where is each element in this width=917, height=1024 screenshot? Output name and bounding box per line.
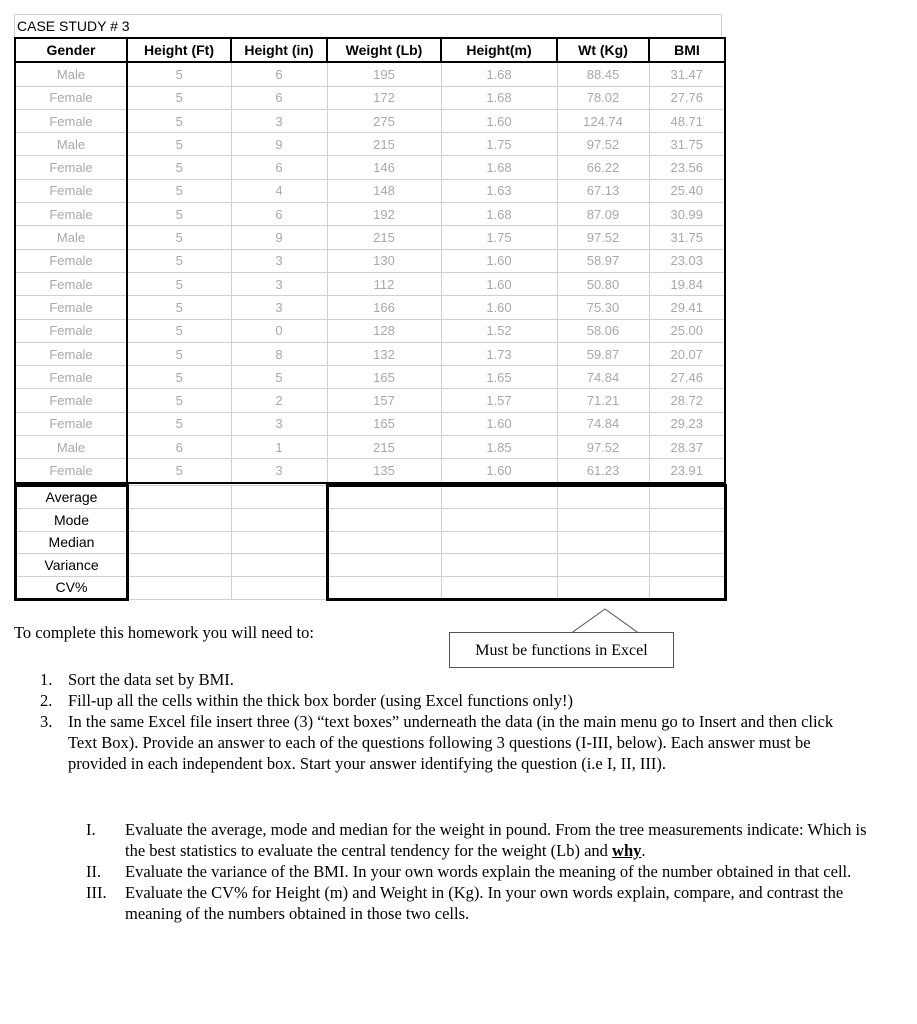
stat-cell-height-ft[interactable] <box>128 576 232 600</box>
header-wt-kg: Wt (Kg) <box>557 38 649 62</box>
cell-wt-kg[interactable]: 61.23 <box>557 459 649 483</box>
cell-height-in[interactable]: 3 <box>231 459 327 483</box>
header-gender: Gender <box>15 38 127 62</box>
question-number: II. <box>86 862 102 881</box>
cell-weight-lb[interactable]: 165 <box>327 366 441 389</box>
instructions-intro: To complete this homework you will need to: <box>14 623 314 642</box>
header-row <box>15 38 725 62</box>
cell-wt-kg[interactable]: 124.74 <box>557 109 649 132</box>
cell-weight-lb[interactable]: 215 <box>327 226 441 249</box>
cell-height-m[interactable]: 1.68 <box>441 62 557 86</box>
cell-height-ft[interactable]: 5 <box>127 459 231 483</box>
table-row <box>15 249 725 272</box>
cell-wt-kg[interactable]: 58.06 <box>557 319 649 342</box>
cell-height-m[interactable]: 1.68 <box>441 203 557 226</box>
cell-height-in[interactable]: 9 <box>231 133 327 156</box>
cell-gender[interactable]: Male <box>15 226 127 249</box>
cell-height-ft[interactable]: 5 <box>127 226 231 249</box>
cell-height-in[interactable]: 8 <box>231 342 327 365</box>
cell-wt-kg[interactable]: 97.52 <box>557 133 649 156</box>
cell-gender[interactable]: Male <box>15 436 127 459</box>
cell-wt-kg[interactable]: 97.52 <box>557 226 649 249</box>
cell-height-ft[interactable]: 5 <box>127 272 231 295</box>
cell-bmi[interactable]: 48.71 <box>649 109 725 132</box>
question-text: Evaluate the variance of the BMI. In your own words explain the meaning of the number obtained in that cell. <box>125 862 852 881</box>
stat-row <box>16 531 726 554</box>
cell-height-ft[interactable]: 5 <box>127 203 231 226</box>
cell-bmi[interactable]: 25.00 <box>649 319 725 342</box>
cell-height-in[interactable]: 6 <box>231 62 327 86</box>
question-number: III. <box>86 883 107 902</box>
cell-height-in[interactable]: 6 <box>231 203 327 226</box>
cell-wt-kg[interactable]: 87.09 <box>557 203 649 226</box>
answer-cell-bmi[interactable] <box>650 509 726 532</box>
cell-height-in[interactable]: 3 <box>231 249 327 272</box>
cell-height-ft[interactable]: 5 <box>127 366 231 389</box>
cell-bmi[interactable]: 29.41 <box>649 296 725 319</box>
cell-height-in[interactable]: 3 <box>231 296 327 319</box>
stat-label: Mode <box>16 509 128 532</box>
table-row <box>15 179 725 202</box>
cell-height-ft[interactable]: 5 <box>127 412 231 435</box>
cell-height-ft[interactable]: 6 <box>127 436 231 459</box>
cell-weight-lb[interactable]: 166 <box>327 296 441 319</box>
cell-gender[interactable]: Female <box>15 179 127 202</box>
stat-cell-height-in[interactable] <box>232 576 328 600</box>
answer-cell-height-m[interactable] <box>442 485 558 509</box>
cell-height-ft[interactable]: 5 <box>127 319 231 342</box>
cell-height-m[interactable]: 1.75 <box>441 226 557 249</box>
stat-cell-height-ft[interactable] <box>128 531 232 554</box>
cell-bmi[interactable]: 20.07 <box>649 342 725 365</box>
cell-gender[interactable]: Female <box>15 86 127 109</box>
cell-gender[interactable]: Female <box>15 389 127 412</box>
cell-height-m[interactable]: 1.60 <box>441 412 557 435</box>
table-row <box>15 62 725 86</box>
stat-row <box>16 554 726 577</box>
question-number: I. <box>86 820 96 839</box>
cell-height-in[interactable]: 4 <box>231 179 327 202</box>
stat-cell-height-in[interactable] <box>232 554 328 577</box>
data-table <box>14 37 726 484</box>
cell-height-m[interactable]: 1.63 <box>441 179 557 202</box>
stat-label: Average <box>16 485 128 509</box>
table-row <box>15 366 725 389</box>
cell-bmi[interactable]: 31.47 <box>649 62 725 86</box>
cell-weight-lb[interactable]: 148 <box>327 179 441 202</box>
answer-cell-bmi[interactable] <box>650 576 726 600</box>
table-row <box>15 203 725 226</box>
cell-height-ft[interactable]: 5 <box>127 62 231 86</box>
table-row <box>15 109 725 132</box>
cell-bmi[interactable]: 23.91 <box>649 459 725 483</box>
cell-wt-kg[interactable]: 97.52 <box>557 436 649 459</box>
cell-gender[interactable]: Female <box>15 366 127 389</box>
header-bmi: BMI <box>649 38 725 62</box>
cell-height-ft[interactable]: 5 <box>127 109 231 132</box>
cell-height-ft[interactable]: 5 <box>127 156 231 179</box>
cell-wt-kg[interactable]: 67.13 <box>557 179 649 202</box>
cell-gender[interactable]: Female <box>15 319 127 342</box>
stat-label: Variance <box>16 554 128 577</box>
step-item <box>40 690 840 711</box>
cell-height-in[interactable]: 3 <box>231 412 327 435</box>
question-item <box>80 882 870 924</box>
cell-height-in[interactable]: 0 <box>231 319 327 342</box>
table-row <box>15 436 725 459</box>
cell-wt-kg[interactable]: 71.21 <box>557 389 649 412</box>
cell-height-m[interactable]: 1.68 <box>441 86 557 109</box>
cell-wt-kg[interactable]: 59.87 <box>557 342 649 365</box>
cell-gender[interactable]: Male <box>15 133 127 156</box>
cell-gender[interactable]: Female <box>15 459 127 483</box>
step-text: In the same Excel file insert three (3) “text boxes” underneath the data (in the main menu go to Insert and then click Text Box). Provide an answer to each of the questions following 3 questions (I-III, below). Each answer must be provided in each independent box. Start your answer identifying the question (i.e I, II, III). <box>68 712 834 773</box>
answer-cell-bmi[interactable] <box>650 531 726 554</box>
step-number: 2. <box>40 691 53 710</box>
steps-list <box>40 669 840 774</box>
table-row <box>15 86 725 109</box>
cell-gender[interactable]: Female <box>15 272 127 295</box>
cell-bmi[interactable]: 27.46 <box>649 366 725 389</box>
cell-height-m[interactable]: 1.65 <box>441 366 557 389</box>
cell-weight-lb[interactable]: 157 <box>327 389 441 412</box>
cell-wt-kg[interactable]: 58.97 <box>557 249 649 272</box>
table-row <box>15 133 725 156</box>
cell-bmi[interactable]: 31.75 <box>649 133 725 156</box>
cell-height-m[interactable]: 1.60 <box>441 249 557 272</box>
stat-cell-height-ft[interactable] <box>128 485 232 509</box>
spreadsheet <box>14 14 724 601</box>
cell-height-m[interactable]: 1.68 <box>441 156 557 179</box>
cell-weight-lb[interactable]: 132 <box>327 342 441 365</box>
cell-bmi[interactable]: 19.84 <box>649 272 725 295</box>
stats-body <box>16 485 726 600</box>
cell-height-ft[interactable]: 5 <box>127 133 231 156</box>
cell-height-ft[interactable]: 5 <box>127 249 231 272</box>
stat-label: Median <box>16 531 128 554</box>
answer-cell-height-m[interactable] <box>442 531 558 554</box>
stat-cell-height-in[interactable] <box>232 485 328 509</box>
data-body <box>15 62 725 482</box>
cell-height-m[interactable]: 1.85 <box>441 436 557 459</box>
cell-bmi[interactable]: 29.23 <box>649 412 725 435</box>
cell-wt-kg[interactable]: 75.30 <box>557 296 649 319</box>
question-emphasis: why <box>612 841 642 860</box>
table-row <box>15 319 725 342</box>
question-text <box>125 819 870 861</box>
cell-gender[interactable]: Female <box>15 296 127 319</box>
stats-table <box>14 484 727 602</box>
question-item <box>80 819 870 861</box>
step-item <box>40 711 840 774</box>
cell-weight-lb[interactable]: 128 <box>327 319 441 342</box>
questions-list <box>80 819 870 924</box>
cell-height-in[interactable]: 3 <box>231 272 327 295</box>
cell-wt-kg[interactable]: 88.45 <box>557 62 649 86</box>
cell-height-in[interactable]: 6 <box>231 86 327 109</box>
cell-bmi[interactable]: 30.99 <box>649 203 725 226</box>
cell-height-in[interactable]: 6 <box>231 156 327 179</box>
cell-height-in[interactable]: 9 <box>231 226 327 249</box>
cell-height-ft[interactable]: 5 <box>127 86 231 109</box>
cell-height-m[interactable]: 1.57 <box>441 389 557 412</box>
answer-cell-bmi[interactable] <box>650 554 726 577</box>
step-item <box>40 669 840 690</box>
table-row <box>15 156 725 179</box>
header-height-ft: Height (Ft) <box>127 38 231 62</box>
cell-gender[interactable]: Female <box>15 109 127 132</box>
table-row <box>15 389 725 412</box>
cell-weight-lb[interactable]: 215 <box>327 133 441 156</box>
answer-cell-wt-kg[interactable] <box>558 509 650 532</box>
answer-cell-bmi[interactable] <box>650 485 726 509</box>
cell-height-m[interactable]: 1.60 <box>441 272 557 295</box>
cell-height-in[interactable]: 3 <box>231 109 327 132</box>
case-study-title: CASE STUDY # 3 <box>14 14 722 37</box>
cell-bmi[interactable]: 28.37 <box>649 436 725 459</box>
cell-height-m[interactable]: 1.52 <box>441 319 557 342</box>
header-weight-lb: Weight (Lb) <box>327 38 441 62</box>
table-row <box>15 459 725 483</box>
cell-wt-kg[interactable]: 78.02 <box>557 86 649 109</box>
cell-gender[interactable]: Female <box>15 249 127 272</box>
cell-weight-lb[interactable]: 215 <box>327 436 441 459</box>
question-item <box>80 861 870 882</box>
cell-wt-kg[interactable]: 66.22 <box>557 156 649 179</box>
cell-bmi[interactable]: 23.03 <box>649 249 725 272</box>
answer-cell-weight-lb[interactable] <box>328 576 442 600</box>
step-text: Fill-up all the cells within the thick box border (using Excel functions only!) <box>68 691 573 710</box>
cell-bmi[interactable]: 23.56 <box>649 156 725 179</box>
cell-height-in[interactable]: 2 <box>231 389 327 412</box>
cell-height-m[interactable]: 1.60 <box>441 296 557 319</box>
cell-height-m[interactable]: 1.60 <box>441 459 557 483</box>
cell-weight-lb[interactable]: 130 <box>327 249 441 272</box>
cell-height-in[interactable]: 5 <box>231 366 327 389</box>
excel-functions-callout: Must be functions in Excel <box>449 632 674 668</box>
header-height-m: Height(m) <box>441 38 557 62</box>
cell-gender[interactable]: Male <box>15 62 127 86</box>
table-row <box>15 226 725 249</box>
table-row <box>15 342 725 365</box>
answer-cell-height-m[interactable] <box>442 554 558 577</box>
cell-gender[interactable]: Female <box>15 412 127 435</box>
answer-cell-weight-lb[interactable] <box>328 531 442 554</box>
cell-height-m[interactable]: 1.75 <box>441 133 557 156</box>
cell-height-ft[interactable]: 5 <box>127 389 231 412</box>
answer-cell-height-m[interactable] <box>442 576 558 600</box>
cell-height-ft[interactable]: 5 <box>127 296 231 319</box>
cell-height-ft[interactable]: 5 <box>127 179 231 202</box>
answer-cell-wt-kg[interactable] <box>558 576 650 600</box>
step-text: Sort the data set by BMI. <box>68 670 234 689</box>
cell-bmi[interactable]: 28.72 <box>649 389 725 412</box>
cell-weight-lb[interactable]: 195 <box>327 62 441 86</box>
stat-row <box>16 509 726 532</box>
cell-weight-lb[interactable]: 165 <box>327 412 441 435</box>
answer-cell-wt-kg[interactable] <box>558 531 650 554</box>
stat-cell-height-ft[interactable] <box>128 554 232 577</box>
question-text: Evaluate the CV% for Height (m) and Weight in (Kg). In your own words explain, compare, and contrast the meaning of the numbers obtained in those two cells. <box>125 883 844 923</box>
answer-cell-weight-lb[interactable] <box>328 554 442 577</box>
cell-bmi[interactable]: 27.76 <box>649 86 725 109</box>
stat-cell-height-ft[interactable] <box>128 509 232 532</box>
cell-weight-lb[interactable]: 172 <box>327 86 441 109</box>
answer-cell-height-m[interactable] <box>442 509 558 532</box>
answer-cell-wt-kg[interactable] <box>558 554 650 577</box>
answer-cell-wt-kg[interactable] <box>558 485 650 509</box>
cell-weight-lb[interactable]: 135 <box>327 459 441 483</box>
cell-weight-lb[interactable]: 192 <box>327 203 441 226</box>
cell-height-in[interactable]: 1 <box>231 436 327 459</box>
question-text-body: Evaluate the average, mode and median for the weight in pound. From the tree measurements indicate: Which is the best statistics to evaluate the central tendency for the weight (Lb) and <box>125 820 867 860</box>
table-row <box>15 272 725 295</box>
cell-height-m[interactable]: 1.60 <box>441 109 557 132</box>
stat-label: CV% <box>16 576 128 600</box>
cell-gender[interactable]: Female <box>15 156 127 179</box>
callout-pointer <box>570 608 640 634</box>
table-row <box>15 296 725 319</box>
cell-height-m[interactable]: 1.73 <box>441 342 557 365</box>
cell-height-ft[interactable]: 5 <box>127 342 231 365</box>
table-row <box>15 412 725 435</box>
question-tail: . <box>641 841 646 860</box>
step-number: 3. <box>40 712 53 731</box>
cell-weight-lb[interactable]: 275 <box>327 109 441 132</box>
cell-wt-kg[interactable]: 74.84 <box>557 412 649 435</box>
cell-bmi[interactable]: 25.40 <box>649 179 725 202</box>
cell-weight-lb[interactable]: 146 <box>327 156 441 179</box>
answer-cell-weight-lb[interactable] <box>328 509 442 532</box>
cell-wt-kg[interactable]: 50.80 <box>557 272 649 295</box>
answer-cell-weight-lb[interactable] <box>328 485 442 509</box>
stat-row <box>16 576 726 600</box>
cell-bmi[interactable]: 31.75 <box>649 226 725 249</box>
step-number: 1. <box>40 670 53 689</box>
header-height-in: Height (in) <box>231 38 327 62</box>
stat-cell-height-in[interactable] <box>232 531 328 554</box>
cell-wt-kg[interactable]: 74.84 <box>557 366 649 389</box>
stat-row <box>16 485 726 509</box>
stat-cell-height-in[interactable] <box>232 509 328 532</box>
cell-gender[interactable]: Female <box>15 203 127 226</box>
cell-weight-lb[interactable]: 112 <box>327 272 441 295</box>
cell-gender[interactable]: Female <box>15 342 127 365</box>
